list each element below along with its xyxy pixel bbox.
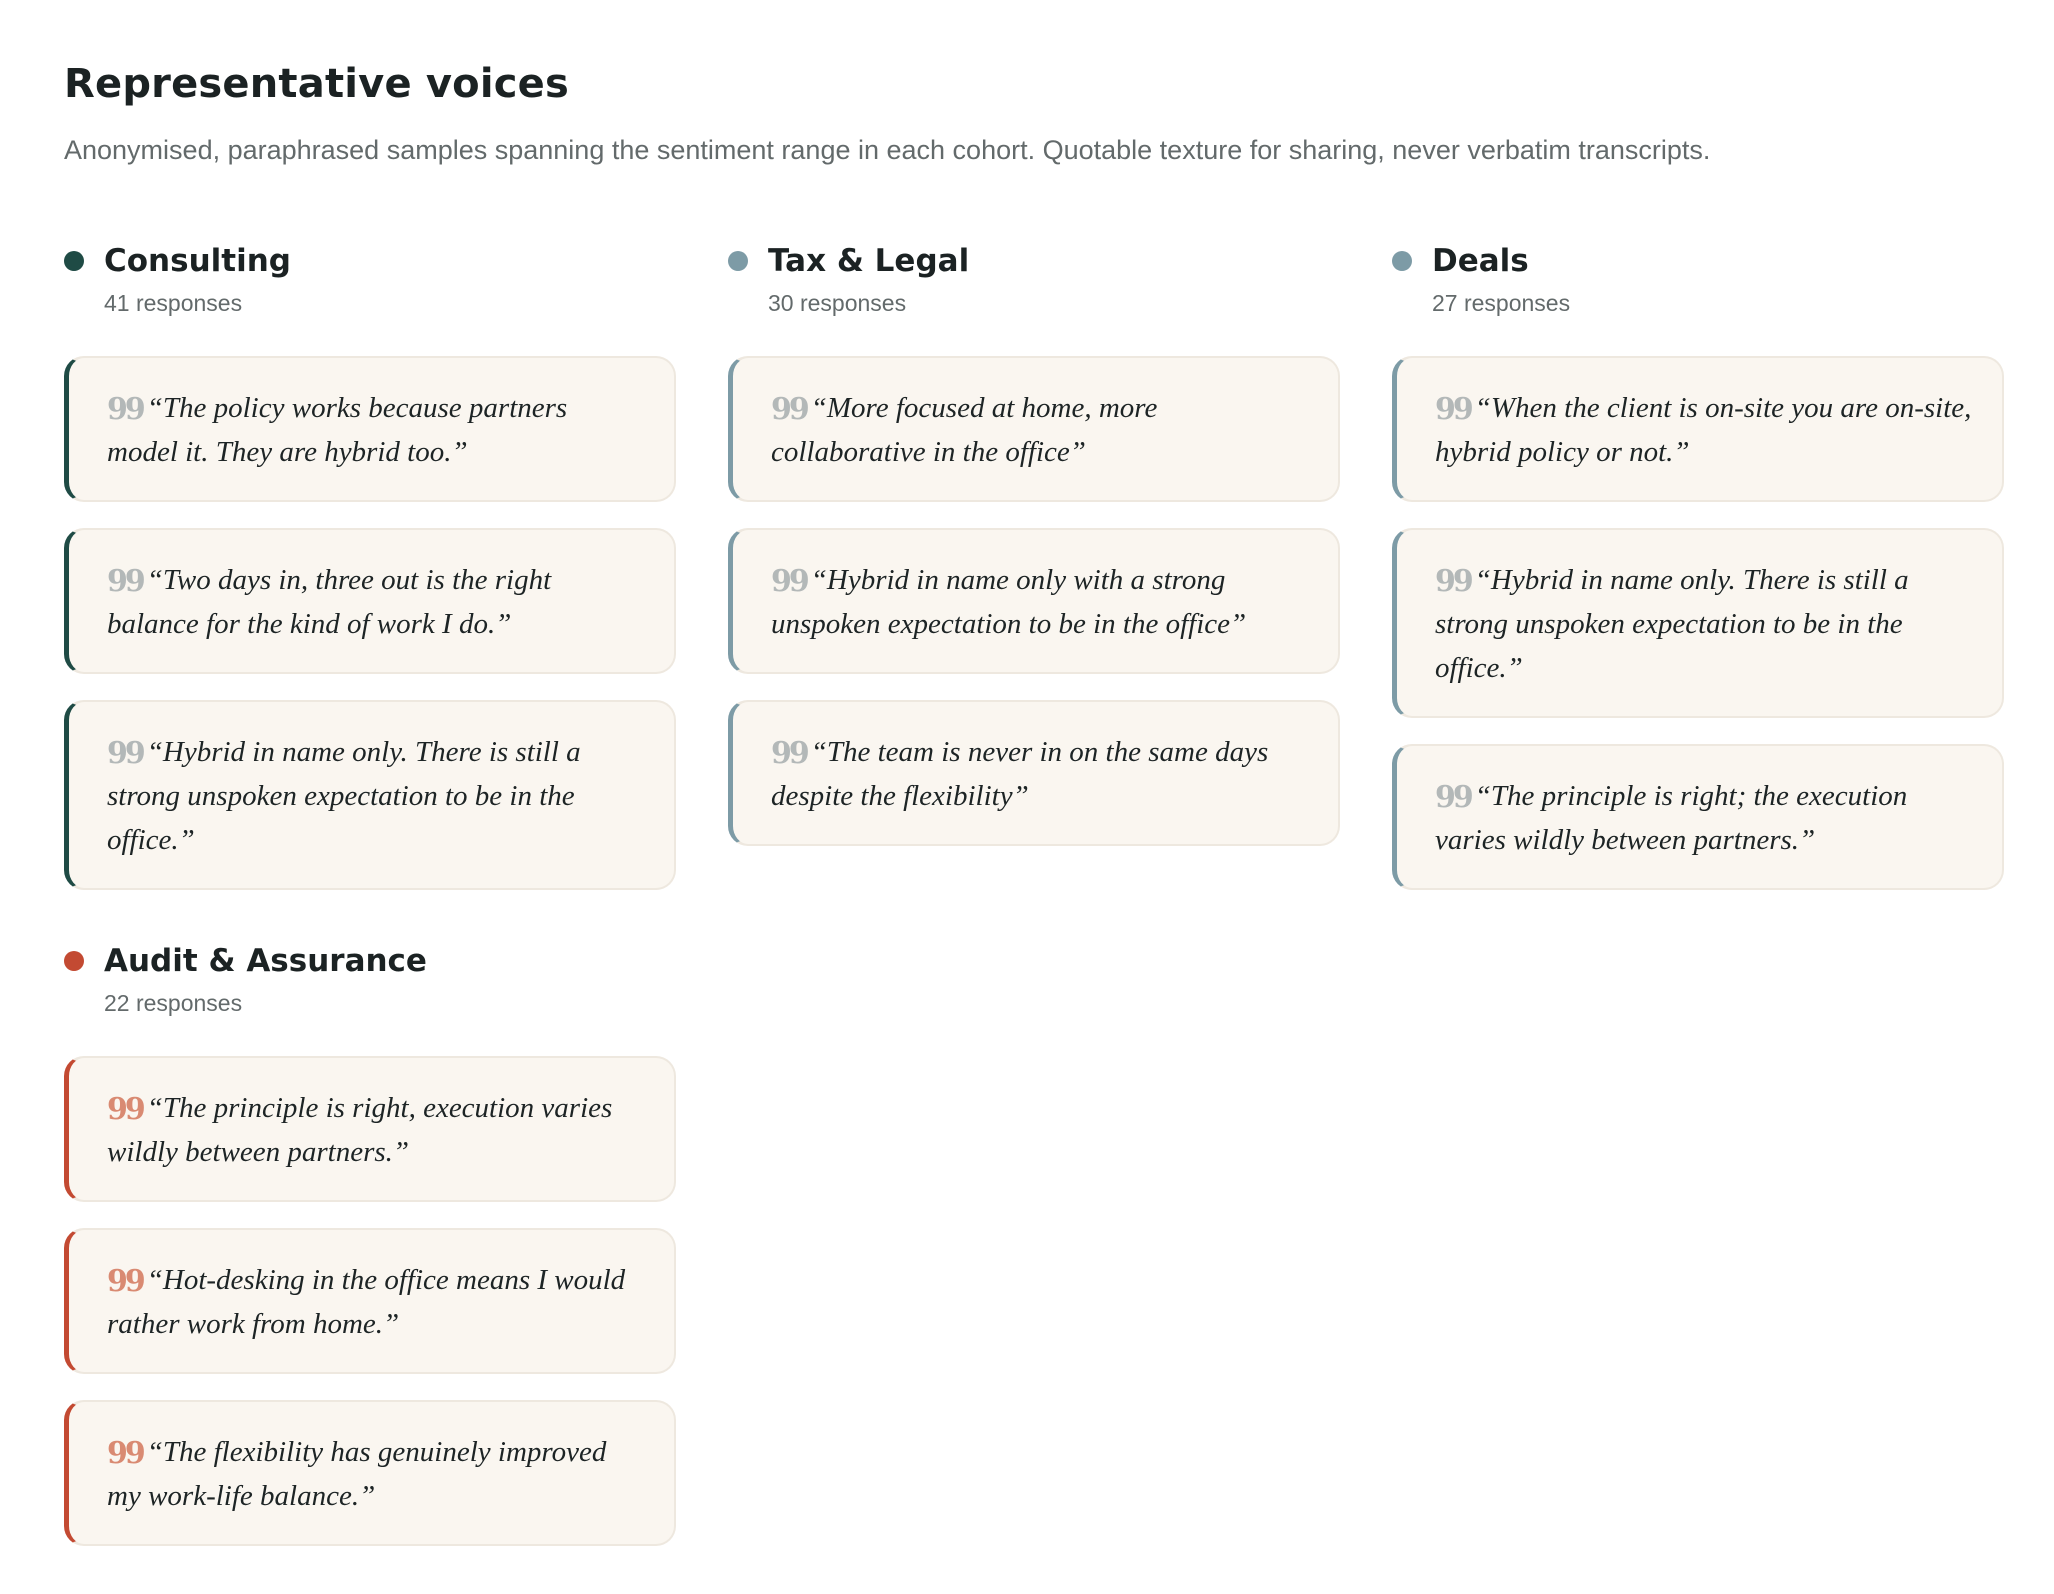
cohort-header: [1392, 236, 2004, 356]
quote-icon: 99: [1435, 564, 1471, 599]
quote-card: [64, 1056, 676, 1202]
quote-text: “The principle is right; the execution varies wildly between partners.”: [1435, 780, 1908, 856]
quote-text: “The team is never in on the same days despite the flexibility”: [771, 736, 1269, 812]
quote-text: “When the client is on-site you are on-site, hybrid policy or not.”: [1435, 392, 1972, 468]
quote-icon: 99: [1435, 392, 1471, 427]
cohort-response-count: 22 responses: [104, 990, 243, 1016]
quote-card: [64, 356, 676, 502]
quote-text: “The principle is right, execution varies wildly between partners.”: [107, 1092, 613, 1168]
quote-icon: 99: [1435, 780, 1471, 815]
quote-text: “Hybrid in name only with a strong unspoken expectation to be in the office”: [771, 564, 1247, 640]
quote-icon: 99: [771, 564, 807, 599]
quote-text: “Hot-desking in the office means I would rather work from home.”: [107, 1264, 626, 1340]
cohort-consulting: [64, 236, 676, 916]
quote-card: [64, 700, 676, 890]
quote-icon: 99: [771, 736, 807, 771]
quote-card: [728, 356, 1340, 502]
quote-card: [1392, 528, 2004, 718]
quote-text: “Hybrid in name only. There is still a strong unspoken expectation to be in the office.”: [107, 736, 581, 856]
quote-icon: 99: [107, 1092, 143, 1127]
cohort-tax-legal: [728, 236, 1340, 872]
quote-text: “The policy works because partners model it. They are hybrid too.”: [107, 392, 568, 468]
quote-card: [1392, 744, 2004, 890]
quote-card: [1392, 356, 2004, 502]
cohort-header: [64, 936, 676, 1056]
cohort-dot-icon: [64, 951, 84, 971]
quote-icon: 99: [107, 736, 143, 771]
quote-card: [64, 528, 676, 674]
cohort-response-count: 30 responses: [768, 290, 907, 316]
quote-text: “More focused at home, more collaborative in the office”: [771, 392, 1158, 468]
cohort-name: Tax & Legal: [768, 243, 970, 279]
cohort-name: Consulting: [104, 243, 291, 279]
cohort-audit-assurance: [64, 936, 676, 1572]
quote-icon: 99: [107, 1436, 143, 1471]
quote-card: [64, 1228, 676, 1374]
cohort-header: [728, 236, 1340, 356]
quote-card: [64, 1400, 676, 1546]
cohort-header: [64, 236, 676, 356]
quote-icon: 99: [107, 1264, 143, 1299]
cohort-dot-icon: [728, 251, 748, 271]
quote-icon: 99: [107, 564, 143, 599]
cohort-deals: [1392, 236, 2004, 916]
quote-text: “The flexibility has genuinely improved my work-life balance.”: [107, 1436, 607, 1512]
quote-text: “Hybrid in name only. There is still a strong unspoken expectation to be in the office.”: [1435, 564, 1909, 684]
quote-card: [728, 528, 1340, 674]
cohort-dot-icon: [1392, 251, 1412, 271]
cohort-name: Audit & Assurance: [104, 943, 427, 979]
cohort-response-count: 41 responses: [104, 290, 243, 316]
quote-icon: 99: [107, 392, 143, 427]
quote-card: [728, 700, 1340, 846]
cohort-name: Deals: [1432, 243, 1529, 279]
cohort-response-count: 27 responses: [1432, 290, 1571, 316]
page-subtitle: Anonymised, paraphrased samples spanning the sentiment range in each cohort. Quotable texture for sharing, never verbatim transcripts.: [64, 135, 1711, 165]
page-title: Representative voices: [64, 61, 570, 107]
cohort-dot-icon: [64, 251, 84, 271]
quote-text: “Two days in, three out is the right balance for the kind of work I do.”: [107, 564, 552, 640]
quote-icon: 99: [771, 392, 807, 427]
